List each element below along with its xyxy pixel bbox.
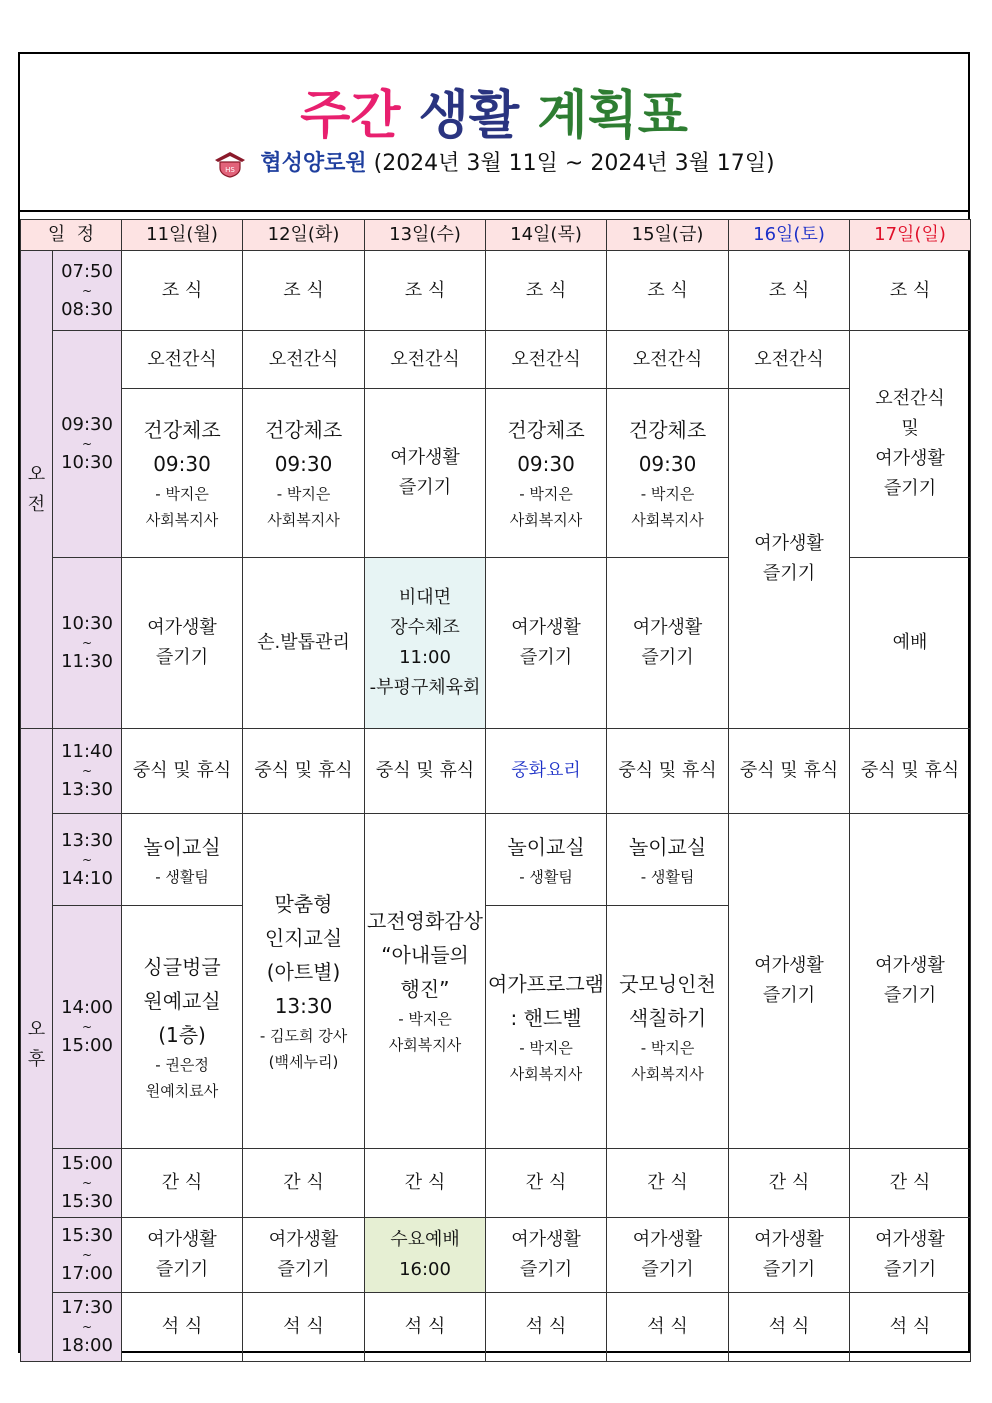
label-header: 일 정 — [21, 220, 122, 251]
morning-snack-cell: 오전간식 — [243, 331, 365, 389]
table-row — [21, 251, 971, 331]
exercise-cell: 건강체조 09:30 - 박지은 사회복지사 — [607, 389, 729, 558]
page-header — [20, 54, 968, 212]
time-slot: 07:50 ~ 08:30 — [53, 251, 122, 331]
table-row — [21, 1149, 971, 1218]
handbell-cell: 여가프로그램 : 핸드벨 - 박지은 사회복지사 — [486, 906, 607, 1149]
exercise-cell: 건강체조 09:30 - 박지은 사회복지사 — [122, 389, 243, 558]
leisure-cell: 여가생활 즐기기 — [850, 814, 971, 1149]
wed-worship-cell: 수요예배 16:00 — [365, 1218, 486, 1293]
exercise-cell: 건강체조 09:30 - 박지은 사회복지사 — [486, 389, 607, 558]
leisure-cell: 여가생활 즐기기 — [729, 814, 850, 1149]
breakfast-cell: 조 식 — [729, 251, 850, 331]
subtitle — [20, 148, 968, 180]
leisure-cell: 여가생활 즐기기 — [729, 389, 850, 729]
time-slot: 17:30 ~ 18:00 — [53, 1293, 122, 1362]
morning-snack-cell: 오전간식 — [607, 331, 729, 389]
dinner-cell: 석 식 — [729, 1293, 850, 1362]
leisure-cell: 여가생활 즐기기 — [243, 1218, 365, 1293]
day-header-fri: 15일(금) — [607, 220, 729, 251]
leisure-cell: 여가생활 즐기기 — [486, 558, 607, 729]
time-slot: 14:00 ~ 15:00 — [53, 906, 122, 1149]
dinner-cell: 석 식 — [850, 1293, 971, 1362]
exercise-cell: 건강체조 09:30 - 박지은 사회복지사 — [243, 389, 365, 558]
time-slot: 15:00 ~ 15:30 — [53, 1149, 122, 1218]
breakfast-cell: 조 식 — [486, 251, 607, 331]
lunch-cell: 중식 및 휴식 — [607, 729, 729, 814]
play-class-cell: 놀이교실 - 생활팀 — [607, 814, 729, 906]
period-pm: 오후 — [21, 729, 53, 1362]
snack-cell: 간 식 — [365, 1149, 486, 1218]
morning-snack-cell: 오전간식 — [486, 331, 607, 389]
snack-cell: 간 식 — [850, 1149, 971, 1218]
snack-cell: 간 식 — [486, 1149, 607, 1218]
lunch-cell: 중식 및 휴식 — [365, 729, 486, 814]
garden-class-cell: 싱글벙글 원예교실 (1층) - 권은정 원예치료사 — [122, 906, 243, 1149]
morning-snack-cell: 오전간식 — [122, 331, 243, 389]
leisure-cell: 여가생활 즐기기 — [365, 389, 486, 558]
day-header-mon: 11일(월) — [122, 220, 243, 251]
breakfast-cell: 조 식 — [122, 251, 243, 331]
lunch-cell: 중식 및 휴식 — [729, 729, 850, 814]
date-range: (2024년 3월 11일 ~ 2024년 3월 17일) — [373, 151, 775, 176]
time-slot: 11:40 ~ 13:30 — [53, 729, 122, 814]
cognitive-class-cell: 맞춤형 인지교실 (아트별) 13:30 - 김도희 강사 (백세누리) — [243, 814, 365, 1149]
snack-cell: 간 식 — [243, 1149, 365, 1218]
morning-snack-cell: 오전간식 — [729, 331, 850, 389]
breakfast-cell: 조 식 — [365, 251, 486, 331]
svg-text:HS: HS — [225, 166, 236, 174]
snack-cell: 간 식 — [729, 1149, 850, 1218]
day-header-wed: 13일(수) — [365, 220, 486, 251]
breakfast-cell: 조 식 — [243, 251, 365, 331]
dinner-cell: 석 식 — [365, 1293, 486, 1362]
table-row — [21, 814, 971, 906]
leisure-cell: 여가생활 즐기기 — [486, 1218, 607, 1293]
table-row — [21, 1218, 971, 1293]
time-slot: 15:30 ~ 17:00 — [53, 1218, 122, 1293]
table-row — [21, 729, 971, 814]
time-slot: 13:30 ~ 14:10 — [53, 814, 122, 906]
day-header-sat: 16일(토) — [729, 220, 850, 251]
dinner-cell: 석 식 — [607, 1293, 729, 1362]
lunch-cell: 중식 및 휴식 — [850, 729, 971, 814]
leisure-cell: 여가생활 즐기기 — [729, 1218, 850, 1293]
breakfast-cell: 조 식 — [850, 251, 971, 331]
period-am: 오전 — [21, 251, 53, 729]
page-title — [20, 86, 968, 146]
org-name: 협성양로원 — [260, 151, 367, 176]
morning-snack-cell: 오전간식 — [365, 331, 486, 389]
snack-cell: 간 식 — [122, 1149, 243, 1218]
schedule-table — [20, 219, 971, 1362]
day-header-row — [21, 220, 971, 251]
day-header-tue: 12일(화) — [243, 220, 365, 251]
breakfast-cell: 조 식 — [607, 251, 729, 331]
title-part-2: 생활 — [418, 86, 520, 146]
time-slot: 09:30 ~ 10:30 — [53, 331, 122, 558]
leisure-cell: 여가생활 즐기기 — [607, 558, 729, 729]
leisure-cell: 여가생활 즐기기 — [122, 558, 243, 729]
leisure-cell: 여가생활 즐기기 — [607, 1218, 729, 1293]
org-logo-icon — [213, 150, 247, 178]
title-part-1: 주간 — [300, 86, 401, 146]
dinner-cell: 석 식 — [122, 1293, 243, 1362]
lunch-cell: 중식 및 휴식 — [122, 729, 243, 814]
day-header-sun: 17일(일) — [850, 220, 971, 251]
snack-cell: 간 식 — [607, 1149, 729, 1218]
time-slot: 10:30 ~ 11:30 — [53, 558, 122, 729]
chinese-food-cell: 중화요리 — [486, 729, 607, 814]
dinner-cell: 석 식 — [243, 1293, 365, 1362]
longevity-exercise-cell: 비대면 장수체조 11:00 -부평구체육회 — [365, 558, 486, 729]
day-header-thu: 14일(목) — [486, 220, 607, 251]
coloring-cell: 굿모닝인천 색칠하기 - 박지은 사회복지사 — [607, 906, 729, 1149]
table-row — [21, 389, 971, 558]
title-part-3: 계획표 — [537, 86, 688, 146]
leisure-cell: 여가생활 즐기기 — [122, 1218, 243, 1293]
sun-snack-cell: 오전간식 및 여가생활 즐기기 — [850, 331, 971, 558]
play-class-cell: 놀이교실 - 생활팀 — [122, 814, 243, 906]
lunch-cell: 중식 및 휴식 — [243, 729, 365, 814]
worship-cell: 예배 — [850, 558, 971, 729]
table-row — [21, 1293, 971, 1362]
table-row — [21, 331, 971, 389]
schedule-frame — [18, 52, 970, 1356]
film-cell: 고전영화감상 “아내들의 행진” - 박지은 사회복지사 — [365, 814, 486, 1149]
play-class-cell: 놀이교실 - 생활팀 — [486, 814, 607, 906]
foot-care-cell: 손.발톱관리 — [243, 558, 365, 729]
dinner-cell: 석 식 — [486, 1293, 607, 1362]
leisure-cell: 여가생활 즐기기 — [850, 1218, 971, 1293]
